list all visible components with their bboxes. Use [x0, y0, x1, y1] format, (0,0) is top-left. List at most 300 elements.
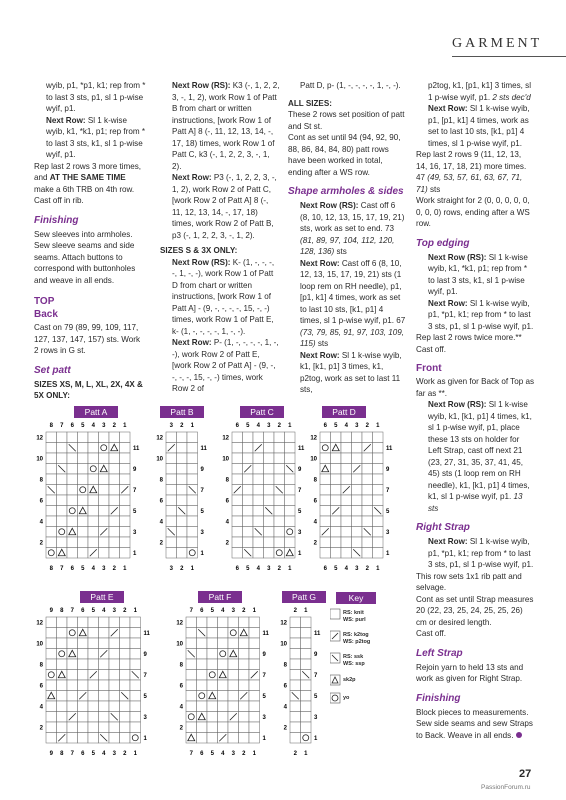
chart-column-number: 6: [200, 608, 204, 614]
chart-cell: [166, 506, 177, 517]
chart-cell: [373, 453, 384, 464]
chart-cell: [331, 464, 342, 475]
chart-cell: [57, 495, 68, 506]
chart-cell: [373, 432, 384, 443]
chart-row-number: 12: [36, 620, 43, 627]
chart-row-number: 7: [143, 672, 147, 679]
chart-label-f: Patt F: [198, 591, 242, 603]
chart-cell: [285, 495, 296, 506]
chart-cell: [109, 617, 120, 628]
chart-column-number: 5: [334, 423, 338, 429]
chart-row-number: 2: [179, 725, 183, 732]
chart-row-number: 9: [133, 466, 137, 473]
chart-cell: [341, 432, 352, 443]
chart-cell: [320, 453, 331, 464]
chart-cell: [232, 548, 243, 559]
chart-cell: [99, 659, 110, 670]
knitting-chart-g: [278, 605, 327, 761]
chart-row-number: 11: [143, 630, 150, 637]
chart-cell: [207, 670, 218, 681]
chart-row-number: 5: [298, 508, 302, 515]
chart-cell: [88, 691, 99, 702]
chart-cell: [207, 680, 218, 691]
chart-cell: [274, 506, 285, 517]
chart-row-number: 11: [262, 630, 269, 637]
chart-cell: [57, 628, 68, 639]
knitting-chart-c: [220, 420, 311, 576]
chart-row-number: 12: [156, 435, 163, 442]
chart-column-number: 6: [323, 423, 327, 429]
chart-cell: [99, 701, 110, 712]
paragraph: This row sets 1x1 rib patt and selvage.: [416, 571, 522, 592]
chart-cell: [67, 701, 78, 712]
chart-row-number: 8: [283, 662, 287, 669]
chart-row-number: 2: [283, 725, 287, 732]
heading-finishing: Finishing: [34, 214, 79, 226]
chart-cell: [249, 712, 260, 723]
chart-row-number: 7: [298, 487, 302, 494]
chart-column-number: 4: [221, 608, 225, 614]
chart-cell: [331, 537, 342, 548]
chart-cell: [207, 649, 218, 660]
chart-column-number: 3: [102, 566, 106, 572]
chart-cell: [46, 443, 57, 454]
paragraph: Next Row (RS): K3 (-, 1, 2, 2, 3, -, 1, 2), work Row 1 of Patt B from chart or written instructions, [work Row 1 of Patt A] 8 (-, 11, 12, 13, 14, -, 17, 18) times, work Row 1 of Patt C, k3 (-, 1, 2, 2, 3, -, 1, 2).: [172, 81, 280, 171]
chart-column-number: 1: [133, 751, 137, 757]
chart-cell: [88, 474, 99, 485]
chart-row-number: 9: [386, 466, 390, 473]
paragraph: Next Row (RS): Cast off 6 (8, 10, 12, 13, 15, 17, 19, 21) sts, work as set to end. 73 (81, 89, 97, 104, 112, 120, 128, 136) sts: [300, 201, 405, 256]
chart-row-number: 3: [200, 529, 204, 536]
chart-row-number: 9: [143, 651, 147, 658]
chart-cell: [253, 506, 264, 517]
chart-column-number: 6: [81, 751, 85, 757]
chart-cell: [362, 453, 373, 464]
chart-cell: [274, 495, 285, 506]
chart-cell: [331, 495, 342, 506]
key-item-k2tog: RS: k2tog WS: p2tog: [343, 632, 371, 645]
chart-cell: [78, 432, 89, 443]
chart-cell: [320, 443, 331, 454]
chart-cell: [99, 617, 110, 628]
chart-cell: [109, 722, 120, 733]
chart-row-number: 4: [39, 704, 43, 711]
chart-cell: [290, 659, 301, 670]
chart-cell: [187, 506, 198, 517]
chart-column-number: 4: [256, 423, 260, 429]
chart-column-number: 3: [231, 608, 235, 614]
chart-cell: [120, 453, 131, 464]
chart-row-number: 4: [283, 704, 287, 711]
chart-cell: [57, 712, 68, 723]
paragraph: Next Row: Cast off 6 (8, 10, 12, 13, 15, 17, 19, 21) sts (1 loop rem on RH needle), p1, [p1, k1] 4 times, work as set to last 10 sts, [k1, p1] 4 times, sl 1 p-wise wyif, p1. 67 (73, 79, 85, 91, 97, 103, 109, 115) sts: [300, 258, 406, 348]
chart-cell: [57, 722, 68, 733]
chart-cell: [285, 506, 296, 517]
chart-row-number: 7: [262, 672, 266, 679]
chart-cell: [341, 527, 352, 538]
chart-row-number: 1: [298, 550, 302, 557]
paragraph: SIZES XS, M, L, XL, 2X, 4X & 5X ONLY:: [34, 379, 143, 400]
text-column-4: [416, 80, 534, 741]
chart-column-number: 2: [180, 423, 184, 429]
paragraph: Next Row: Sl 1 k-wise wyib, k1, [k1, p1] 3 times, k1, p2tog, work as set to last 11 sts,: [300, 350, 402, 394]
chart-cell: [120, 537, 131, 548]
chart-column-number: 5: [210, 751, 214, 757]
chart-column-number: 2: [180, 566, 184, 572]
paragraph: Next Row: P3 (-, 1, 2, 2, 3, -, 1, 2), work Row 2 of Patt C, [work Row 2 of Patt A] 8 (-, 11, 12, 13, 14, -, 17, 18) times, work Row 2 of Patt B, p3 (-, 1, 2, 2, 3, -, 1, 2).: [172, 173, 277, 240]
chart-cell: [253, 537, 264, 548]
chart-cell: [120, 649, 131, 660]
knit-symbol-icon: [330, 609, 340, 619]
chart-cell: [78, 659, 89, 670]
chart-cell: [109, 649, 120, 660]
chart-cell: [228, 628, 239, 639]
chart-cell: [187, 495, 198, 506]
chart-column-number: 3: [267, 423, 271, 429]
chart-column-number: 5: [91, 608, 95, 614]
chart-cell: [67, 516, 78, 527]
chart-cell: [57, 474, 68, 485]
chart-cell: [239, 722, 250, 733]
chart-cell: [301, 712, 312, 723]
chart-cell: [67, 548, 78, 559]
chart-cell: [78, 548, 89, 559]
chart-row-number: 10: [222, 456, 229, 463]
chart-column-number: 4: [344, 566, 348, 572]
chart-cell: [120, 443, 131, 454]
chart-cell: [253, 464, 264, 475]
chart-cell: [290, 701, 301, 712]
chart-cell: [285, 537, 296, 548]
chart-cell: [46, 617, 57, 628]
chart-cell: [120, 506, 131, 517]
chart-cell: [285, 453, 296, 464]
chart-cell: [109, 537, 120, 548]
chart-cell: [57, 638, 68, 649]
chart-column-number: 2: [123, 751, 127, 757]
chart-cell: [130, 617, 141, 628]
chart-cell: [67, 659, 78, 670]
chart-cell: [88, 617, 99, 628]
chart-column-number: 8: [49, 566, 53, 572]
chart-cell: [88, 537, 99, 548]
chart-cell: [130, 628, 141, 639]
chart-cell: [253, 432, 264, 443]
chart-cell: [243, 527, 254, 538]
chart-cell: [186, 670, 197, 681]
chart-cell: [249, 691, 260, 702]
chart-cell: [120, 712, 131, 723]
chart-cell: [78, 474, 89, 485]
chart-cell: [232, 537, 243, 548]
chart-column-number: 4: [256, 566, 260, 572]
chart-column-number: 1: [133, 608, 137, 614]
chart-column-number: 8: [60, 751, 64, 757]
chart-row-number: 8: [179, 662, 183, 669]
chart-cell: [352, 506, 363, 517]
chart-cell: [57, 691, 68, 702]
chart-column-number: 6: [235, 566, 239, 572]
chart-cell: [120, 680, 131, 691]
chart-cell: [78, 617, 89, 628]
chart-cell: [130, 659, 141, 670]
chart-cell: [177, 464, 188, 475]
chart-cell: [88, 733, 99, 744]
chart-cell: [239, 659, 250, 670]
chart-cell: [249, 617, 260, 628]
chart-cell: [253, 485, 264, 496]
chart-column-number: 5: [91, 751, 95, 757]
chart-cell: [166, 485, 177, 496]
chart-cell: [264, 495, 275, 506]
chart-cell: [88, 432, 99, 443]
chart-cell: [186, 680, 197, 691]
chart-cell: [352, 495, 363, 506]
chart-cell: [352, 474, 363, 485]
chart-cell: [166, 516, 177, 527]
chart-cell: [197, 670, 208, 681]
chart-cell: [290, 712, 301, 723]
chart-row-number: 6: [39, 683, 43, 690]
chart-cell: [249, 649, 260, 660]
heading-set-patt: Set patt: [34, 364, 71, 376]
chart-cell: [67, 537, 78, 548]
heading-front: Front: [416, 363, 442, 374]
chart-row-number: 7: [200, 487, 204, 494]
chart-row-number: 1: [200, 550, 204, 557]
chart-cell: [243, 516, 254, 527]
chart-cell: [274, 474, 285, 485]
chart-cell: [274, 464, 285, 475]
heading-shape-armholes: Shape armholes & sides: [288, 186, 404, 197]
chart-cell: [243, 495, 254, 506]
chart-cell: [232, 464, 243, 475]
chart-row-number: 1: [314, 735, 318, 742]
key-item-knit: RS: knit WS: purl: [343, 610, 366, 623]
chart-row-number: 6: [283, 683, 287, 690]
paragraph: Cont as set until Strap measures 20 (22, 23, 25, 24, 25, 25, 26) cm or desired length.: [416, 594, 534, 627]
chart-cell: [232, 443, 243, 454]
chart-cell: [228, 659, 239, 670]
chart-cell: [46, 670, 57, 681]
chart-column-number: 4: [91, 566, 95, 572]
chart-cell: [218, 712, 229, 723]
chart-cell: [88, 701, 99, 712]
chart-cell: [341, 506, 352, 517]
chart-cell: [109, 464, 120, 475]
chart-cell: [120, 527, 131, 538]
chart-column-number: 2: [123, 608, 127, 614]
paragraph: Cast off in rib.: [34, 196, 84, 205]
paragraph: Block pieces to measurements. Sew side seams and sew Straps to Back. Weave in all ends.: [416, 707, 533, 740]
chart-cell: [352, 485, 363, 496]
chart-cell: [67, 485, 78, 496]
chart-cell: [290, 628, 301, 639]
chart-cell: [362, 506, 373, 517]
chart-cell: [109, 670, 120, 681]
chart-cell: [352, 516, 363, 527]
paragraph: Rejoin yarn to held 13 sts and work as given for Right Strap.: [416, 662, 524, 683]
chart-label-c: Patt C: [240, 406, 284, 418]
paragraph: Next Row: Sl 1 k-wise wyib, p1, *p1, k1; rep from * to last 3 sts, p1, sl 1 p-wise wyif, p1.: [428, 537, 534, 569]
chart-row-number: 3: [386, 529, 390, 536]
chart-cell: [264, 537, 275, 548]
chart-cell: [274, 527, 285, 538]
page-number: 27: [519, 768, 532, 780]
chart-cell: [67, 617, 78, 628]
chart-cell: [109, 733, 120, 744]
chart-cell: [285, 432, 296, 443]
chart-cell: [67, 432, 78, 443]
chart-cell: [130, 691, 141, 702]
chart-label-e: Patt E: [80, 591, 124, 603]
chart-cell: [57, 680, 68, 691]
chart-cell: [109, 638, 120, 649]
chart-cell: [120, 670, 131, 681]
chart-column-number: 9: [49, 608, 53, 614]
chart-cell: [88, 506, 99, 517]
chart-cell: [373, 474, 384, 485]
chart-cell: [264, 432, 275, 443]
chart-cell: [166, 453, 177, 464]
chart-column-number: 7: [70, 608, 74, 614]
knitting-chart-a: [34, 420, 146, 576]
chart-column-number: 6: [323, 566, 327, 572]
chart-cell: [232, 432, 243, 443]
chart-cell: [341, 453, 352, 464]
chart-cell: [120, 733, 131, 744]
chart-row-number: 8: [313, 477, 317, 484]
chart-cell: [99, 506, 110, 517]
chart-cell: [249, 680, 260, 691]
chart-cell: [331, 474, 342, 485]
chart-column-number: 5: [246, 566, 250, 572]
paragraph: Cast on 79 (89, 99, 109, 117, 127, 137, 147, 157) sts. Work 2 rows in G st.: [34, 323, 141, 355]
chart-cell: [264, 527, 275, 538]
chart-column-number: 1: [376, 566, 380, 572]
chart-cell: [88, 527, 99, 538]
chart-row-number: 10: [176, 641, 183, 648]
end-bullet-icon: [516, 732, 522, 738]
chart-cell: [243, 485, 254, 496]
chart-cell: [232, 453, 243, 464]
chart-cell: [218, 722, 229, 733]
chart-cell: [166, 474, 177, 485]
chart-cell: [88, 659, 99, 670]
chart-cell: [78, 733, 89, 744]
chart-cell: [320, 506, 331, 517]
chart-cell: [120, 548, 131, 559]
chart-cell: [290, 670, 301, 681]
chart-cell: [130, 680, 141, 691]
key-item-sk2p: sk2p: [343, 677, 356, 683]
chart-cell: [120, 659, 131, 670]
chart-cell: [99, 712, 110, 723]
chart-column-number: 3: [112, 608, 116, 614]
chart-cell: [46, 506, 57, 517]
chart-row-number: 4: [159, 519, 163, 526]
chart-cell: [187, 443, 198, 454]
chart-cell: [301, 649, 312, 660]
chart-row-number: 2: [39, 540, 43, 547]
knitting-chart-d: [308, 420, 399, 576]
chart-cell: [99, 670, 110, 681]
chart-cell: [341, 495, 352, 506]
chart-cell: [243, 537, 254, 548]
chart-cell: [264, 474, 275, 485]
chart-row-number: 8: [39, 477, 43, 484]
chart-cell: [99, 537, 110, 548]
chart-cell: [78, 649, 89, 660]
chart-cell: [228, 733, 239, 744]
chart-row-number: 7: [133, 487, 137, 494]
chart-cell: [120, 638, 131, 649]
paragraph: Cast off.: [416, 344, 446, 354]
chart-cell: [99, 516, 110, 527]
chart-cell: [177, 537, 188, 548]
chart-row-number: 10: [156, 456, 163, 463]
chart-cell: [274, 453, 285, 464]
chart-column-number: 3: [355, 423, 359, 429]
chart-column-number: 2: [112, 566, 116, 572]
paragraph: Work as given for Back of Top as far as **.: [416, 377, 535, 398]
chart-row-number: 6: [225, 498, 229, 505]
chart-cell: [249, 659, 260, 670]
chart-row-number: 4: [179, 704, 183, 711]
chart-cell: [290, 638, 301, 649]
paragraph: p2tog, k1, [p1, k1] 3 times, sl 1 p-wise wyif, p1. 2 sts dec'd: [428, 81, 532, 102]
chart-cell: [301, 659, 312, 670]
chart-cell: [186, 638, 197, 649]
chart-cell: [207, 659, 218, 670]
chart-row-number: 8: [39, 662, 43, 669]
chart-cell: [301, 691, 312, 702]
chart-cell: [57, 506, 68, 517]
chart-row-number: 11: [200, 445, 207, 452]
chart-cell: [120, 701, 131, 712]
chart-cell: [197, 733, 208, 744]
chart-row-number: 4: [39, 519, 43, 526]
chart-cell: [88, 453, 99, 464]
chart-column-number: 1: [190, 566, 194, 572]
chart-cell: [373, 516, 384, 527]
chart-cell: [88, 649, 99, 660]
chart-cell: [99, 474, 110, 485]
chart-cell: [186, 659, 197, 670]
chart-cell: [341, 443, 352, 454]
chart-cell: [57, 659, 68, 670]
chart-column-number: 7: [189, 608, 193, 614]
chart-cell: [109, 516, 120, 527]
chart-cell: [341, 516, 352, 527]
knitting-chart-e: [34, 605, 157, 761]
chart-cell: [331, 527, 342, 538]
chart-row-number: 10: [280, 641, 287, 648]
chart-label-b: Patt B: [160, 406, 204, 418]
chart-cell: [88, 722, 99, 733]
chart-row-number: 10: [36, 641, 43, 648]
chart-row-number: 1: [133, 550, 137, 557]
chart-cell: [46, 680, 57, 691]
chart-cell: [362, 485, 373, 496]
chart-row-number: 7: [386, 487, 390, 494]
chart-cell: [274, 537, 285, 548]
chart-cell: [177, 495, 188, 506]
chart-row-number: 11: [314, 630, 321, 637]
chart-cell: [99, 638, 110, 649]
chart-row-number: 12: [36, 435, 43, 442]
chart-cell: [46, 527, 57, 538]
